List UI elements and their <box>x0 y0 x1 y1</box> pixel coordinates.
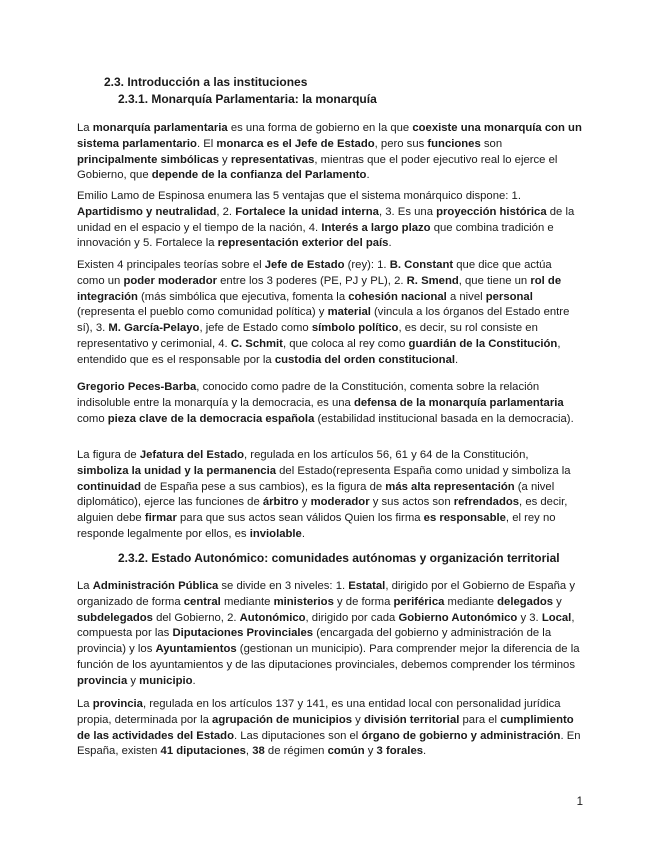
bold-term: Jefatura del Estado <box>139 449 245 461</box>
text-run: , pero sus <box>374 137 428 150</box>
text-run: del Estado(representa España como unidad y simboliza la <box>276 464 571 477</box>
bold-term: es responsable <box>423 512 506 525</box>
text-run: de la unidad en el espacio y el tiempo de la nación, 4. <box>77 205 575 234</box>
text-run: . Las diputaciones son el <box>233 729 362 742</box>
text-run: . El <box>196 137 217 150</box>
text-run: , jefe de Estado como <box>199 322 312 335</box>
bold-term: Diputaciones Provinciales <box>172 627 314 640</box>
text-run: , dirigido por el Gobierno de España y organizado de forma <box>77 580 575 608</box>
bold-term: poder moderador <box>123 274 217 287</box>
text-run: , mientras que el poder ejecutivo real lo ejerce el Gobierno, que <box>77 153 558 182</box>
bold-term: depende de la confianza del Parlamento <box>151 169 367 182</box>
text-run: se divide en 3 niveles: 1. <box>218 580 349 592</box>
subsection-heading-2-3-2: 2.3.2. Estado Autonómico: comunidades autónomas y organización territorial <box>118 551 560 565</box>
text-run: , es decir, alguien debe <box>77 496 568 525</box>
text-run: para que sus actos sean válidos Quien los firma <box>176 512 424 525</box>
bold-term: rol de integración <box>77 274 562 303</box>
paragraph-administracion-publica <box>77 579 582 690</box>
text-run: y <box>352 713 364 726</box>
bold-term: material <box>327 306 371 319</box>
bold-term: central <box>183 595 221 608</box>
text-run: , compuesta por las <box>77 611 575 640</box>
bold-term: M. García-Pelayo <box>108 322 200 335</box>
bold-term: cumplimiento de las actividades del Estado <box>77 713 574 742</box>
bold-term: símbolo político <box>311 322 399 335</box>
bold-term: delegados <box>497 595 554 608</box>
bold-term: común <box>327 745 365 758</box>
text-run: , que tiene un <box>458 274 531 287</box>
bold-term: Administración Pública <box>92 580 219 592</box>
bold-term: Gobierno Autonómico <box>398 611 518 624</box>
text-run: para el <box>459 713 501 726</box>
text-run: y sus actos son <box>369 496 454 509</box>
text-run: entre los 3 poderes (PE, PJ y PL), 2. <box>217 274 407 287</box>
bold-term: órgano de gobierno y administración <box>361 729 561 742</box>
paragraph-peces-barba <box>77 380 582 427</box>
text-run: del Gobierno, 2. <box>152 611 240 624</box>
bold-term: refrendados <box>453 496 520 509</box>
text-run: (estabilidad institucional basada en la democracia). <box>314 412 574 425</box>
bold-term: pieza clave de la democracia española <box>107 412 315 425</box>
bold-term: Autonómico <box>239 611 306 624</box>
bold-term: 3 forales <box>376 745 424 758</box>
text-run: (vincula a los órganos del Estado entre sí), 3. <box>77 306 570 335</box>
bold-term: R. Smend <box>406 274 459 287</box>
text-run: son <box>480 137 503 150</box>
text-run: (más simbólica que ejecutiva, fomenta la <box>137 290 349 303</box>
text-run: . <box>388 237 392 250</box>
text-run: . <box>192 674 196 687</box>
text-run: , <box>245 745 253 758</box>
bold-term: representativas <box>230 153 315 166</box>
bold-term: agrupación de municipios <box>212 713 353 726</box>
bold-term: B. Constant <box>389 259 454 271</box>
bold-term: guardián de la Constitución <box>408 337 558 350</box>
text-run: , entendido que es el responsable por la <box>77 337 561 366</box>
text-run: La figura de <box>77 449 140 461</box>
paragraph-jefatura-estado <box>77 448 582 543</box>
bold-term: simboliza la unidad y la permanencia <box>77 464 277 477</box>
text-run: mediante <box>444 595 498 608</box>
bold-term: cohesión nacional <box>348 290 447 303</box>
text-run: y <box>298 496 311 509</box>
bold-term: principalmente simbólicas <box>77 153 219 166</box>
text-run: de régimen <box>264 745 328 758</box>
bold-term: Estatal <box>348 580 386 592</box>
text-run: a nivel <box>446 290 486 303</box>
bold-term: firmar <box>144 512 177 525</box>
bold-term: custodia del orden constitucional <box>274 353 455 366</box>
bold-term: funciones <box>427 137 481 150</box>
bold-term: provincia <box>77 674 128 687</box>
text-run: , dirigido por cada <box>305 611 399 624</box>
bold-term: personal <box>485 290 533 303</box>
text-run: , el rey no responde legalmente por ellos, es <box>77 512 556 540</box>
bold-term: representación exterior del país <box>217 237 389 250</box>
bold-term: ministerios <box>273 595 334 608</box>
text-run: y de forma <box>333 595 394 608</box>
text-run: , regulada en los artículos 137 y 141, es una entidad local con personalidad jurídica propia, determinada por la <box>77 698 561 726</box>
text-run: Emilio Lamo de Espinosa enumera las 5 ventajas que el sistema monárquico dispone: 1. <box>77 190 521 202</box>
text-run: , regulada en los artículos 56, 61 y 64 de la Constitución, <box>244 449 529 461</box>
text-run: La <box>77 698 93 710</box>
bold-term: monarca es el Jefe de Estado <box>216 137 375 150</box>
bold-term: defensa de la monarquía parlamentaria <box>353 396 564 409</box>
bold-term: municipio <box>139 674 193 687</box>
text-run: La <box>77 580 93 592</box>
text-run: como <box>77 412 108 425</box>
bold-term: subdelegados <box>77 611 153 624</box>
bold-term: Gregorio Peces-Barba <box>77 381 197 393</box>
text-run: (encargada del gobierno y administración de la provincia) y los <box>77 627 552 656</box>
text-run: que combina tradición e innovación y 5. Fortalece la <box>77 221 554 250</box>
text-run: . <box>455 353 459 366</box>
text-run: y <box>218 153 231 166</box>
text-run: (rey): 1. <box>344 259 390 271</box>
text-run: (a nivel diplomático), ejerce las funciones de <box>77 480 555 509</box>
bold-term: provincia <box>92 698 143 710</box>
bold-term: 38 <box>252 745 265 758</box>
subsection-heading-2-3-1: 2.3.1. Monarquía Parlamentaria: la monarquía <box>118 92 377 106</box>
text-run: que dice que actúa como un <box>77 259 552 287</box>
text-run: Existen 4 principales teorías sobre el <box>77 259 265 271</box>
text-run: (representa el pueblo como comunidad política) y <box>77 306 328 319</box>
paragraph-teorias-jefe-estado <box>77 258 582 369</box>
bold-term: Apartidismo y neutralidad <box>77 205 217 218</box>
text-run: , 2. <box>216 205 236 218</box>
text-run: y <box>553 595 562 608</box>
bold-term: continuidad <box>77 480 142 493</box>
text-run: y <box>127 674 140 687</box>
text-run: y <box>364 745 377 758</box>
bold-term: periférica <box>393 595 445 608</box>
bold-term: división territorial <box>363 713 460 726</box>
text-run: mediante <box>220 595 274 608</box>
paragraph-ventajas-monarquia <box>77 189 582 252</box>
text-run: , conocido como padre de la Constitución, comenta sobre la relación indisoluble entre la monarquía y la democracia, es una <box>77 381 540 409</box>
text-run: y 3. <box>517 611 542 624</box>
text-run: es una forma de gobierno en la que <box>227 122 413 134</box>
section-heading-2-3: 2.3. Introducción a las instituciones <box>104 75 308 89</box>
bold-term: coexiste una monarquía con un sistema parlamentario <box>77 122 582 150</box>
text-run: . <box>366 169 370 182</box>
bold-term: 41 diputaciones <box>160 745 246 758</box>
bold-term: proyección histórica <box>436 205 547 218</box>
text-run: . <box>301 527 305 540</box>
text-run: La <box>77 122 93 134</box>
bold-term: Jefe de Estado <box>264 259 345 271</box>
text-run: . En España, existen <box>77 729 581 758</box>
text-run: de España pese a sus cambios), es la figura de <box>141 480 386 493</box>
bold-term: árbitro <box>262 496 299 509</box>
text-run: (gestionan un municipio). Para comprender mejor la diferencia de la función de los ayuntamientos y de las diputaciones provinciales, debemos comprender los términos <box>77 643 580 671</box>
page-number: 1 <box>576 796 583 808</box>
text-run: , que coloca al rey como <box>282 337 409 350</box>
bold-term: Local <box>541 611 572 624</box>
text-run: , es decir, su rol consiste en representativo y cerimonial, 4. <box>77 322 538 350</box>
bold-term: Ayuntamientos <box>155 643 237 656</box>
bold-term: C. Schmit <box>230 337 283 350</box>
bold-term: moderador <box>310 496 370 509</box>
bold-term: Fortalece la unidad interna <box>235 205 379 218</box>
text-run: , 3. Es una <box>378 205 437 218</box>
paragraph-provincia <box>77 697 582 760</box>
paragraph-monarquia-parlamentaria <box>77 121 582 184</box>
bold-term: Interés a largo plazo <box>321 221 431 234</box>
bold-term: monarquía parlamentaria <box>92 122 228 134</box>
bold-term: inviolable <box>249 527 302 540</box>
text-run: . <box>423 745 427 758</box>
bold-term: más alta representación <box>385 480 515 493</box>
